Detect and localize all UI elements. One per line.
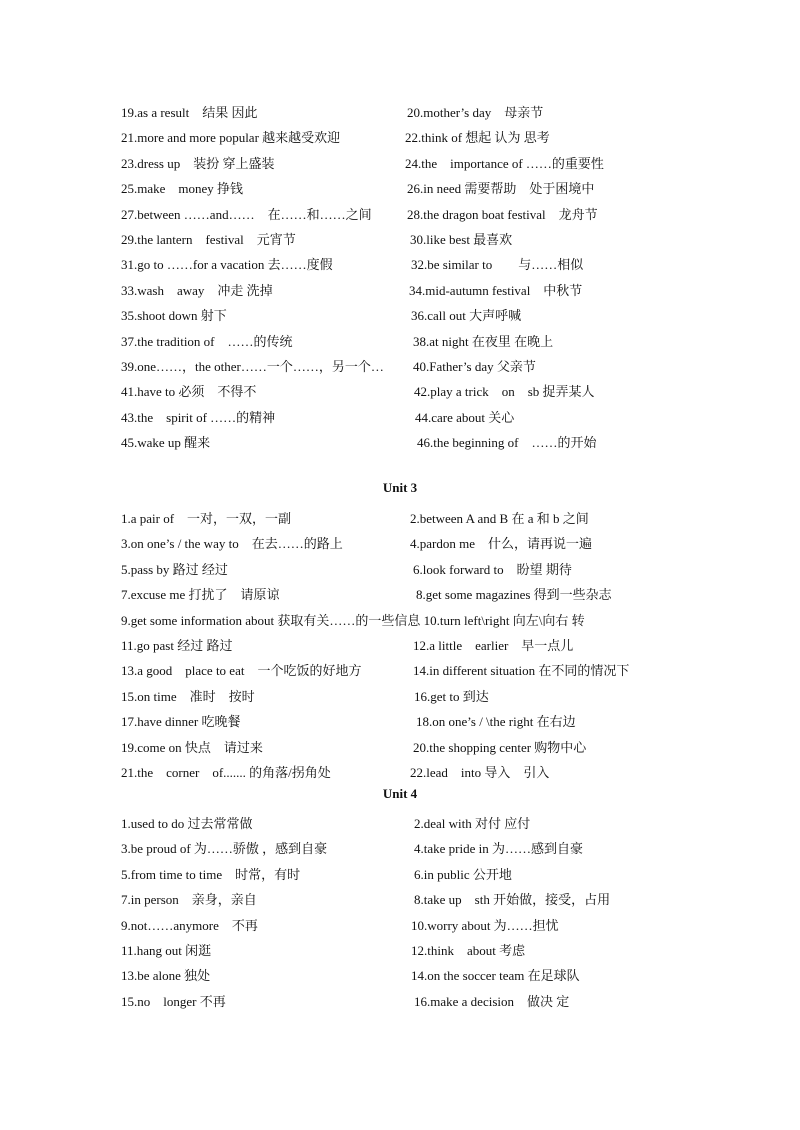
phrase-right: 14.on the soccer team 在足球队 xyxy=(411,968,580,984)
phrase-left: 37.the tradition of ……的传统 xyxy=(121,333,293,349)
phrase-left: 15.on time 准时 按时 xyxy=(121,688,255,704)
phrase-row xyxy=(0,278,800,303)
phrase-left: 39.one……，the other……一个……，另一个… xyxy=(121,358,384,374)
phrase-left: 15.no longer 不再 xyxy=(121,993,226,1009)
phrase-row xyxy=(0,963,800,988)
phrase-left: 3.on one’s / the way to 在去……的路上 xyxy=(121,536,343,552)
phrase-right: 10.worry about 为……担忧 xyxy=(411,917,559,933)
phrase-left: 19.come on 快点 请过来 xyxy=(121,739,263,755)
phrase-right: 12.think about 考虑 xyxy=(411,942,526,958)
phrase-right: 28.the dragon boat festival 龙舟节 xyxy=(407,206,598,222)
unit4-heading: Unit 4 xyxy=(382,786,418,801)
phrase-row xyxy=(0,608,800,633)
phrase-left: 45.wake up 醒来 xyxy=(121,435,211,451)
phrase-row xyxy=(0,405,800,430)
phrase-row xyxy=(0,684,800,709)
phrase-left: 23.dress up 装扮 穿上盛装 xyxy=(121,155,275,171)
phrase-right: 16.make a decision 做决 定 xyxy=(414,993,570,1009)
phrase-row xyxy=(0,303,800,328)
phrase-row xyxy=(0,658,800,683)
phrase-left: 21.the corner of....... 的角落/拐角处 xyxy=(121,764,331,780)
phrase-row xyxy=(0,735,800,760)
phrase-row xyxy=(0,354,800,379)
phrase-row xyxy=(0,862,800,887)
phrase-left: 13.be alone 独处 xyxy=(121,968,211,984)
phrase-left: 11.hang out 闲逛 xyxy=(121,942,212,958)
phrase-right: 14.in different situation 在不同的情况下 xyxy=(413,663,630,679)
phrase-row xyxy=(0,176,800,201)
phrase-left: 7.excuse me 打扰了 请原谅 xyxy=(121,587,280,603)
phrase-row xyxy=(0,430,800,455)
phrase-row xyxy=(0,531,800,556)
unit3-heading: Unit 3 xyxy=(382,480,418,495)
phrase-left: 1.used to do 过去常常做 xyxy=(121,816,253,831)
phrase-right: 24.the importance of ……的重要性 xyxy=(405,155,604,171)
phrase-right: 22.think of 想起 认为 思考 xyxy=(405,130,550,146)
phrase-right: 30.like best 最喜欢 xyxy=(410,231,513,247)
phrase-left: 43.the spirit of ……的精神 xyxy=(121,409,276,425)
phrase-row xyxy=(0,811,800,836)
phrase-row xyxy=(0,938,800,963)
phrase-right: 26.in need 需要帮助 处于困境中 xyxy=(407,181,595,197)
phrase-right: 34.mid-autumn festival 中秋节 xyxy=(409,282,583,298)
phrase-left: 1.a pair of 一对，一双，一副 xyxy=(121,511,292,526)
phrase-row xyxy=(0,760,800,785)
phrase-row xyxy=(0,100,800,125)
phrase-right: 32.be similar to 与……相似 xyxy=(411,257,584,273)
phrase-left: 9.get some information about 获取有关……的一些信息 10.turn left\right 向左\向右 转 xyxy=(121,612,585,628)
phrase-right: 20.mother’s day 母亲节 xyxy=(407,105,544,120)
phrase-right: 8.take up sth 开始做，接受，占用 xyxy=(414,892,611,908)
phrase-row xyxy=(0,202,800,227)
phrase-right: 6.in public 公开地 xyxy=(414,866,512,882)
phrase-right: 44.care about 关心 xyxy=(415,409,515,425)
phrase-left: 11.go past 经过 路过 xyxy=(121,637,233,653)
phrase-left: 31.go to ……for a vacation 去……度假 xyxy=(121,257,333,273)
phrase-left: 33.wash away 冲走 洗掉 xyxy=(121,282,273,298)
unit2-rest-section xyxy=(0,100,800,455)
phrase-left: 7.in person 亲身，亲自 xyxy=(121,892,257,908)
phrase-row xyxy=(0,252,800,277)
phrase-row xyxy=(0,836,800,861)
phrase-row xyxy=(0,125,800,150)
phrase-right: 16.get to 到达 xyxy=(414,688,489,704)
phrase-left: 35.shoot down 射下 xyxy=(121,308,227,324)
phrase-left: 5.pass by 路过 经过 xyxy=(121,561,228,577)
phrase-row xyxy=(0,913,800,938)
phrase-left: 25.make money 挣钱 xyxy=(121,181,244,197)
phrase-row xyxy=(0,709,800,734)
phrase-row xyxy=(0,329,800,354)
phrase-right: 36.call out 大声呼喊 xyxy=(411,308,522,324)
phrase-right: 12.a little earlier 早一点儿 xyxy=(413,637,574,653)
phrase-row xyxy=(0,582,800,607)
phrase-left: 17.have dinner 吃晚餐 xyxy=(121,714,241,730)
phrase-right: 2.deal with 对付 应付 xyxy=(414,816,531,831)
phrase-right: 2.between A and B 在 a 和 b 之间 xyxy=(410,511,589,526)
phrase-row xyxy=(0,887,800,912)
phrase-right: 42.play a trick on sb 捉弄某人 xyxy=(414,384,595,400)
phrase-right: 4.take pride in 为……感到自豪 xyxy=(414,841,583,857)
phrase-right: 18.on one’s / \the right 在右边 xyxy=(416,714,576,730)
phrase-row xyxy=(0,379,800,404)
phrase-right: 22.lead into 导入 引入 xyxy=(410,764,550,780)
phrase-right: 8.get some magazines 得到一些杂志 xyxy=(416,587,612,603)
phrase-left: 29.the lantern festival 元宵节 xyxy=(121,231,296,247)
phrase-row xyxy=(0,989,800,1014)
unit3-section xyxy=(0,506,800,785)
phrase-right: 38.at night 在夜里 在晚上 xyxy=(413,333,554,349)
phrase-row xyxy=(0,557,800,582)
phrase-right: 46.the beginning of ……的开始 xyxy=(417,435,597,451)
phrase-right: 4.pardon me 什么，请再说一遍 xyxy=(410,536,592,552)
phrase-right: 20.the shopping center 购物中心 xyxy=(413,739,587,755)
phrase-left: 41.have to 必须 不得不 xyxy=(121,384,257,400)
phrase-row xyxy=(0,633,800,658)
phrase-right: 6.look forward to 盼望 期待 xyxy=(413,561,572,577)
phrase-row xyxy=(0,227,800,252)
phrase-left: 3.be proud of 为……骄傲 ，感到自豪 xyxy=(121,841,328,857)
phrase-left: 13.a good place to eat 一个吃饭的好地方 xyxy=(121,663,362,679)
phrase-right: 40.Father’s day 父亲节 xyxy=(413,358,536,374)
phrase-row xyxy=(0,506,800,531)
phrase-left: 21.more and more popular 越来越受欢迎 xyxy=(121,130,341,146)
phrase-row xyxy=(0,151,800,176)
phrase-left: 19.as a result 结果 因此 xyxy=(121,105,258,120)
unit4-section xyxy=(0,811,800,1014)
phrase-left: 27.between ……and…… 在……和……之间 xyxy=(121,206,372,222)
phrase-left: 5.from time to time 时常，有时 xyxy=(121,866,301,882)
phrase-left: 9.not……anymore 不再 xyxy=(121,917,258,933)
